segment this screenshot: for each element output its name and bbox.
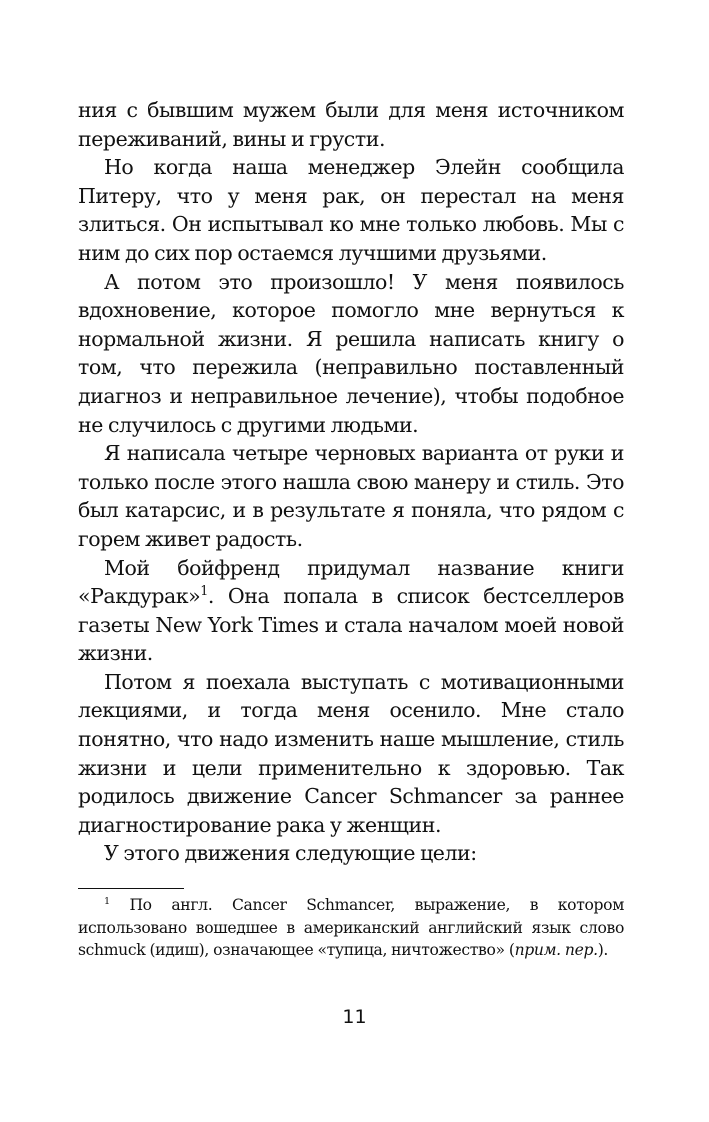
footnote-divider — [78, 888, 184, 889]
paragraph-text: Мой бойфренд придумал название книги «Ракдурак» — [78, 555, 624, 609]
paragraph: Я написала четыре черновых варианта от руки и только после этого нашла свою манеру и стиль. Это был катарсис, и в результате я поняла, что рядом с горем живет радость. — [78, 441, 624, 551]
footnote-marker: 1 — [104, 895, 110, 907]
footnote-editor-note: прим. пер. — [514, 941, 598, 959]
paragraph: А потом это произошло! У меня появилось вдохновение, которое помогло мне вернуться к нормальной жизни. Я решила написать книгу о том, что пережила (неправильно поставленный диагноз и неправильное лечение), чтобы подобное не случилось с другими людьми. — [78, 269, 624, 437]
paragraph: Потом я поехала выступать с мотивационными лекциями, и тогда меня осенило. Мне стало понятно, что надо изменить наше мышление, стиль жизни и цели применительно к здоровью. Так родилось движение Cancer Schmancer за раннее диагностирование рака у женщин. — [78, 669, 624, 837]
paragraph: ния с бывшим мужем были для меня источником переживаний, вины и грусти. — [78, 98, 624, 151]
footnote-closing: ). — [597, 941, 609, 959]
paragraph: Но когда наша менеджер Элейн сообщила Питеру, что у меня рак, он перестал на меня злиться. Он испытывал ко мне только любовь. Мы с ним до сих пор остаемся лучшими друзьями. — [78, 155, 624, 265]
paragraph-text: . Она попала в список бестселлеров газеты New York Times и стала началом моей новой жизни. — [78, 584, 624, 666]
paragraph: У этого движения следующие цели: — [104, 841, 477, 866]
footnote-reference: 1 — [200, 583, 208, 599]
footnote-text: По англ. Cancer Schmancer, выражение, в котором использовано вошедшее в американский английский язык слово schmuck (идиш), означающее «тупица, ничтожество» ( — [78, 896, 624, 959]
paragraph-with-footnote-ref — [78, 554, 624, 668]
main-text — [78, 96, 624, 868]
footnote — [78, 894, 624, 962]
page-number: 11 — [342, 1006, 367, 1028]
